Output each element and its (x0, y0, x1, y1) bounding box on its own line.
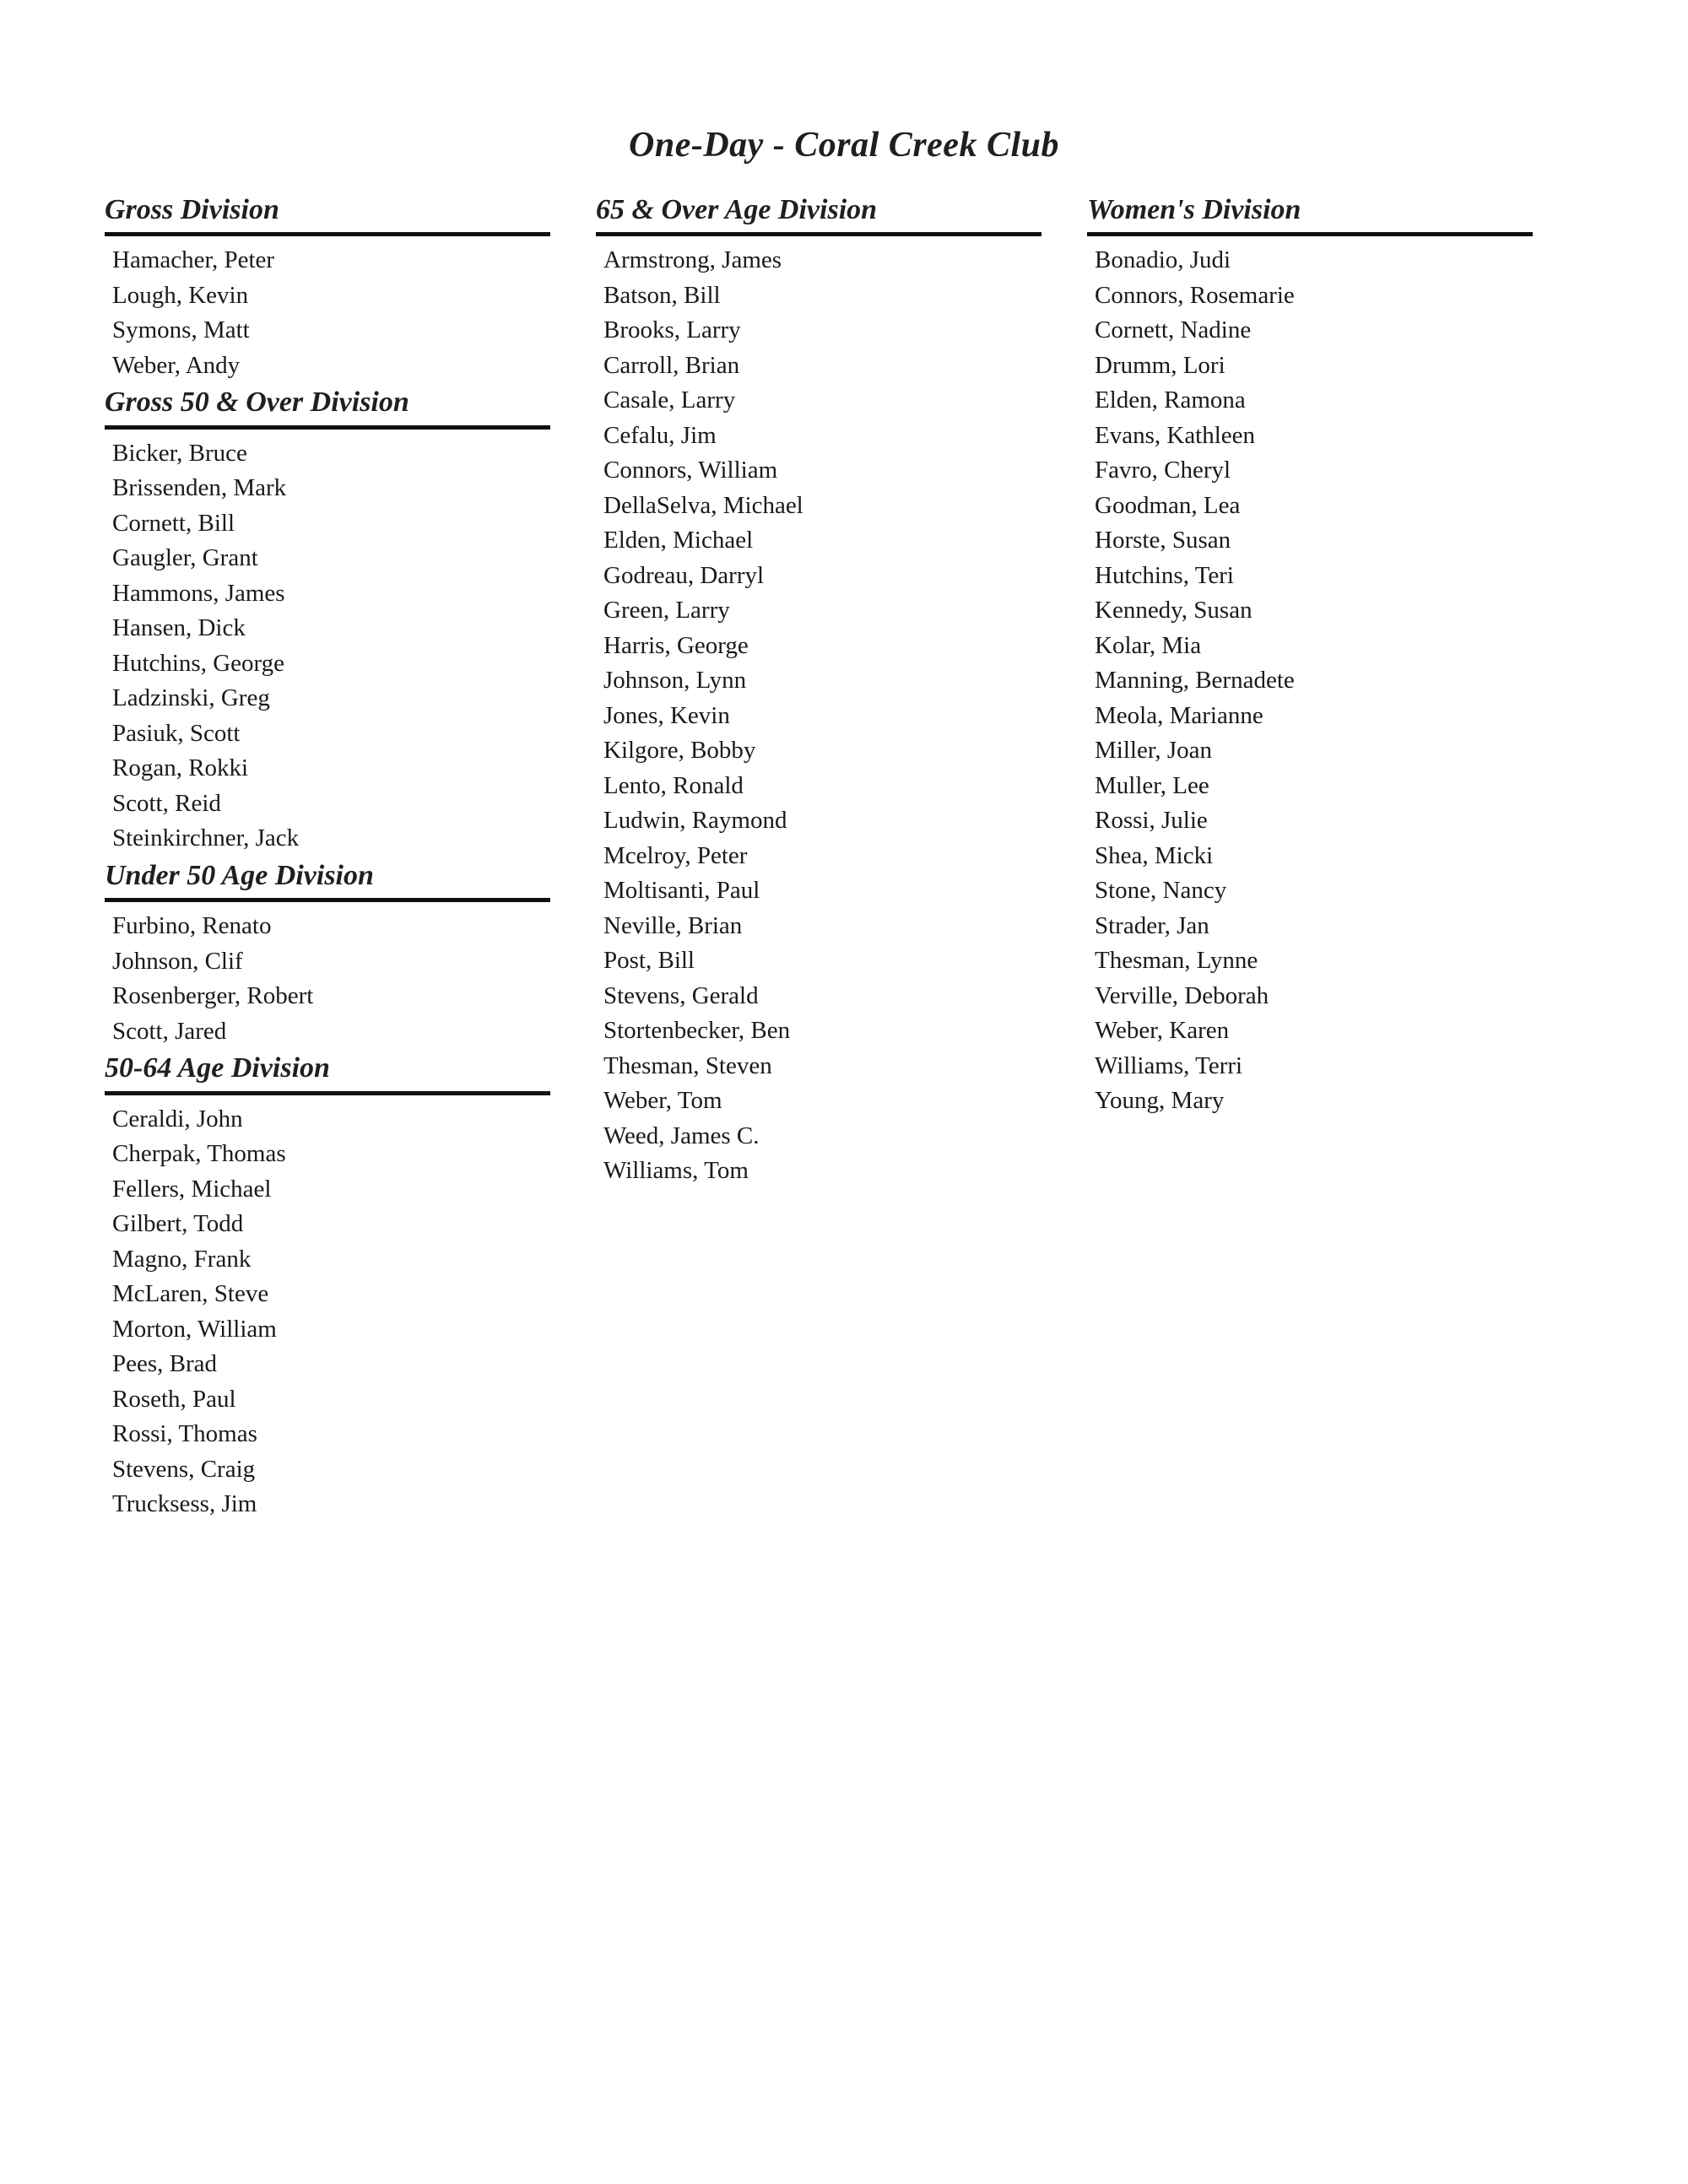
name-entry: Symons, Matt (112, 316, 250, 344)
name-entry: Scott, Jared (112, 1017, 227, 1045)
name-entry: Stevens, Craig (112, 1455, 256, 1483)
name-entry: Hutchins, George (112, 649, 285, 677)
name-entry: Roseth, Paul (112, 1385, 236, 1413)
name-entry: Fellers, Michael (112, 1175, 272, 1203)
name-entry: Connors, Rosemarie (1095, 281, 1295, 309)
column-right (1087, 194, 1533, 1119)
name-entry: Hamacher, Peter (112, 246, 275, 274)
name-entry: Stone, Nancy (1095, 877, 1227, 905)
name-entry: Thesman, Lynne (1095, 947, 1258, 975)
column-middle (596, 194, 1041, 1189)
name-entry: Green, Larry (603, 597, 730, 624)
name-entry: Carroll, Brian (603, 351, 740, 379)
name-entry: Connors, William (603, 457, 778, 484)
name-entry: Magno, Frank (112, 1245, 252, 1273)
name-entry: Johnson, Clif (112, 947, 243, 975)
section-heading: 50-64 Age Division (105, 1052, 550, 1095)
name-entry: McLaren, Steve (112, 1280, 269, 1308)
name-entry: Drumm, Lori (1095, 351, 1225, 379)
name-entry: Neville, Brian (603, 911, 743, 939)
name-entry: Strader, Jan (1095, 911, 1209, 939)
name-entry: Stortenbecker, Ben (603, 1017, 791, 1045)
name-entry: Thesman, Steven (603, 1051, 772, 1079)
section-heading: Gross Division (105, 194, 550, 236)
name-entry: Cornett, Bill (112, 509, 235, 537)
name-entry: Casale, Larry (603, 387, 736, 414)
name-entry: Hutchins, Teri (1095, 561, 1234, 589)
name-entry: Favro, Cheryl (1095, 457, 1231, 484)
name-entry: Pees, Brad (112, 1350, 218, 1378)
name-entry: Ladzinski, Greg (112, 684, 270, 712)
name-entry: Rosenberger, Robert (112, 982, 314, 1010)
section-heading: Gross 50 & Over Division (105, 387, 550, 429)
name-entry: Weed, James C. (603, 1122, 760, 1149)
name-entry: Ludwin, Raymond (603, 807, 787, 835)
name-entry: Furbino, Renato (112, 912, 272, 940)
name-entry: Lento, Ronald (603, 771, 744, 799)
name-entry: Hammons, James (112, 579, 285, 607)
name-entry: Batson, Bill (603, 281, 721, 309)
name-entry: Gaugler, Grant (112, 544, 258, 572)
name-entry: Jones, Kevin (603, 701, 730, 729)
page-title: One-Day - Coral Creek Club (629, 126, 1059, 165)
name-entry: Armstrong, James (603, 246, 782, 274)
name-entry: Johnson, Lynn (603, 667, 747, 695)
name-entry: Rogan, Rokki (112, 754, 249, 782)
name-entry: Bonadio, Judi (1095, 246, 1231, 274)
name-entry: Miller, Joan (1095, 737, 1212, 765)
name-entry: Lough, Kevin (112, 281, 249, 309)
name-entry: Bicker, Bruce (112, 439, 247, 467)
name-entry: Elden, Ramona (1095, 387, 1246, 414)
name-entry: Young, Mary (1095, 1087, 1225, 1115)
name-entry: Horste, Susan (1095, 527, 1231, 554)
name-entry: Mcelroy, Peter (603, 841, 748, 869)
name-entry: Scott, Reid (112, 789, 221, 817)
name-entry: Moltisanti, Paul (603, 877, 760, 905)
name-entry: Rossi, Thomas (112, 1420, 257, 1448)
name-entry: Meola, Marianne (1095, 701, 1263, 729)
name-entry: Williams, Terri (1095, 1051, 1243, 1079)
name-entry: Manning, Bernadete (1095, 667, 1295, 695)
name-entry: Weber, Karen (1095, 1017, 1230, 1045)
column-left (105, 194, 550, 1522)
name-entry: Pasiuk, Scott (112, 719, 241, 747)
name-entry: Morton, William (112, 1315, 277, 1343)
name-entry: Hansen, Dick (112, 614, 246, 642)
name-entry: Kilgore, Bobby (603, 737, 756, 765)
name-entry: Kennedy, Susan (1095, 597, 1252, 624)
name-entry: Goodman, Lea (1095, 491, 1241, 519)
name-entry: Muller, Lee (1095, 771, 1209, 799)
name-entry: Weber, Tom (603, 1087, 722, 1115)
section-heading: Under 50 Age Division (105, 860, 550, 902)
columns-container (0, 165, 1688, 1522)
name-entry: DellaSelva, Michael (603, 491, 803, 519)
section-heading: 65 & Over Age Division (596, 194, 1041, 236)
name-entry: Brooks, Larry (603, 316, 741, 344)
name-entry: Trucksess, Jim (112, 1490, 257, 1518)
name-entry: Rossi, Julie (1095, 807, 1208, 835)
name-entry: Verville, Deborah (1095, 981, 1269, 1009)
name-entry: Ceraldi, John (112, 1105, 243, 1133)
name-entry: Elden, Michael (603, 527, 754, 554)
name-entry: Cornett, Nadine (1095, 316, 1252, 344)
section-heading: Women's Division (1087, 194, 1533, 236)
name-entry: Steinkirchner, Jack (112, 824, 300, 852)
name-entry: Weber, Andy (112, 351, 241, 379)
name-entry: Stevens, Gerald (603, 981, 759, 1009)
name-entry: Harris, George (603, 631, 749, 659)
name-entry: Godreau, Darryl (603, 561, 765, 589)
name-entry: Cherpak, Thomas (112, 1140, 286, 1168)
name-entry: Gilbert, Todd (112, 1210, 244, 1238)
name-entry: Williams, Tom (603, 1157, 749, 1185)
name-entry: Evans, Kathleen (1095, 421, 1256, 449)
name-entry: Shea, Micki (1095, 841, 1214, 869)
name-entry: Post, Bill (603, 947, 695, 975)
name-entry: Kolar, Mia (1095, 631, 1202, 659)
name-entry: Brissenden, Mark (112, 474, 287, 502)
name-entry: Cefalu, Jim (603, 421, 717, 449)
